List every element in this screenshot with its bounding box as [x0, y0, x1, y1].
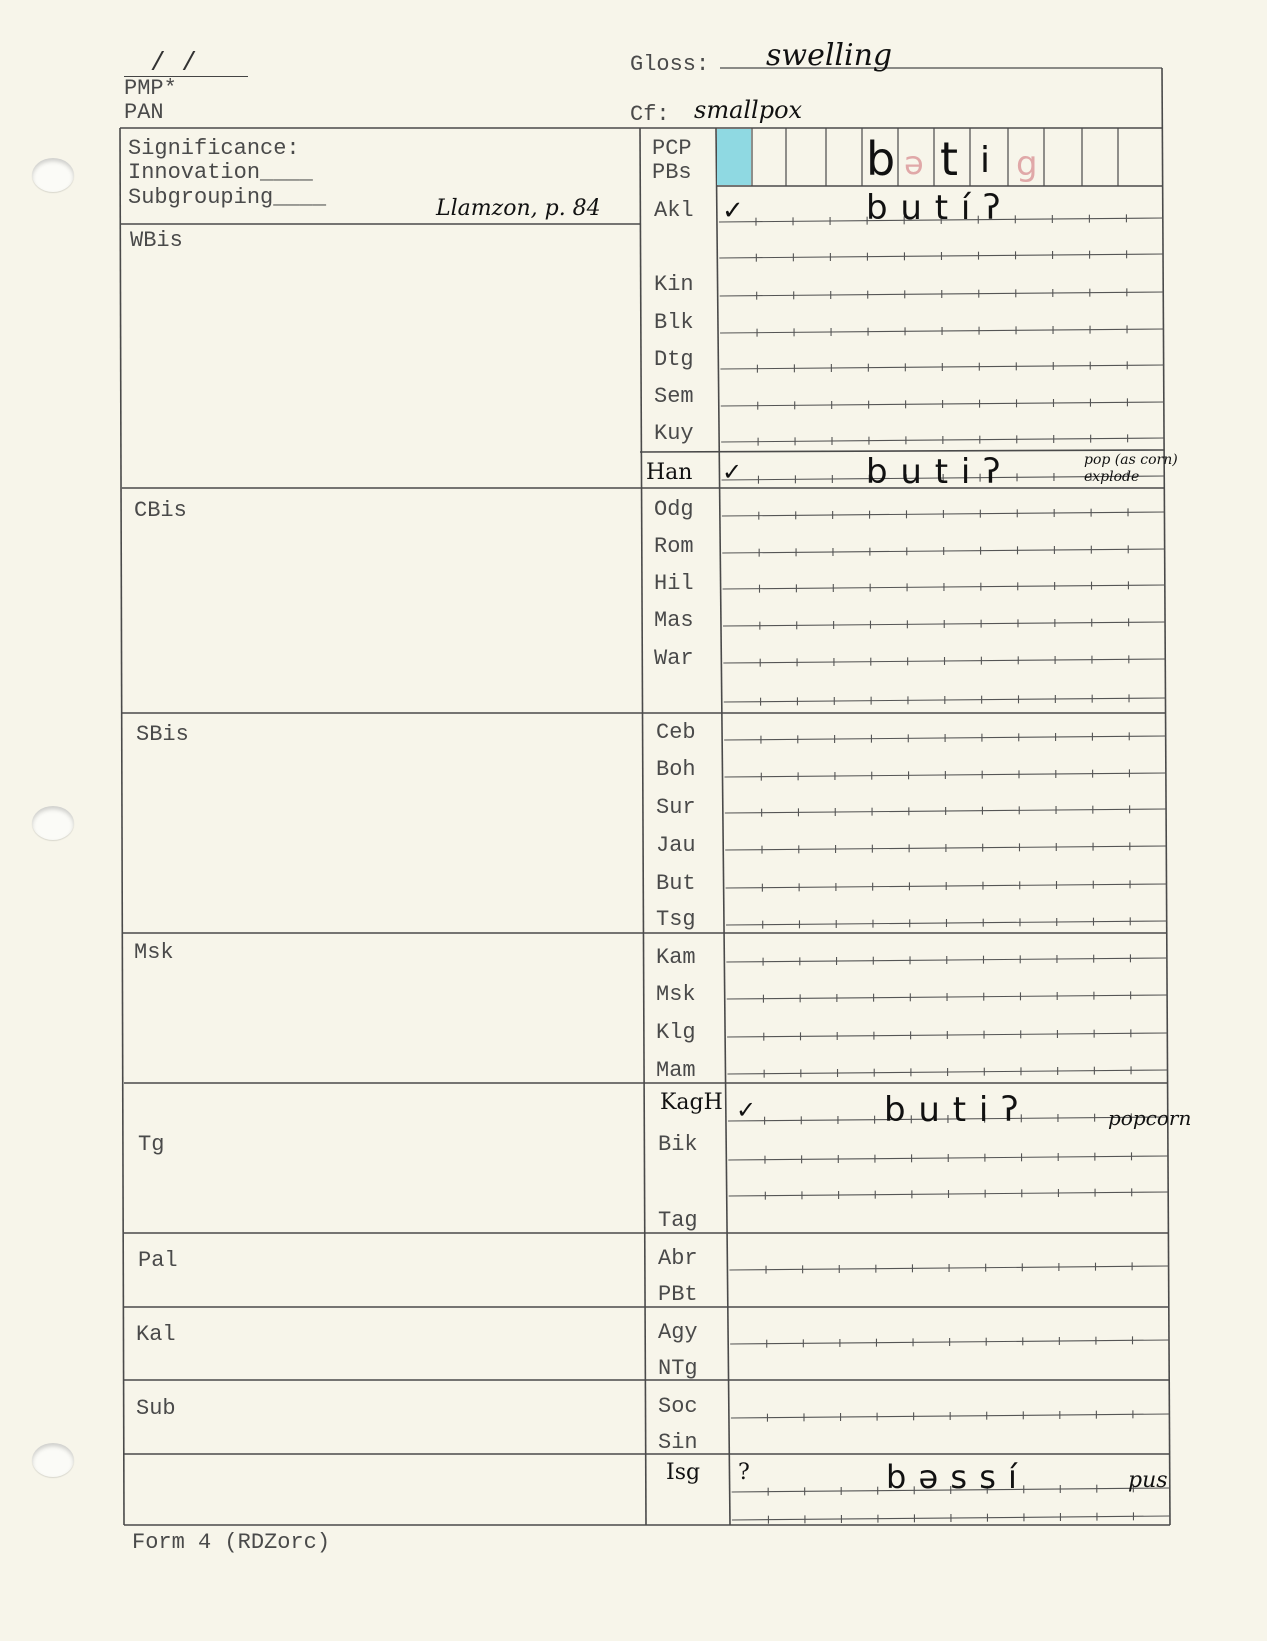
- gloss-value: swelling: [766, 38, 893, 73]
- cf-label: Cf:: [630, 102, 670, 127]
- lang-ntg: NTg: [658, 1356, 698, 1381]
- lang-sin: Sin: [658, 1430, 698, 1455]
- form-footer: Form 4 (RDZorc): [132, 1530, 331, 1555]
- entry-kagh-note: popcorn: [1108, 1106, 1192, 1130]
- lang-but: But: [656, 871, 696, 896]
- lang-jau: Jau: [656, 833, 696, 858]
- source-note: Llamzon, p. 84: [436, 196, 601, 221]
- lang-rom: Rom: [654, 534, 694, 559]
- group-kal: Kal: [136, 1322, 176, 1347]
- entry-akl-mark: ✓: [722, 196, 744, 226]
- significance-title: Significance:: [128, 136, 300, 161]
- pan-label: PAN: [124, 100, 164, 125]
- pmp-label: PMP*: [124, 76, 177, 101]
- entry-kagh-form: b u t i ʔ: [884, 1090, 1020, 1130]
- group-tg: Tg: [138, 1132, 165, 1157]
- lang-han: Han: [646, 460, 693, 485]
- gloss-label: Gloss:: [630, 52, 710, 77]
- entry-isg-note: pus: [1128, 1468, 1168, 1493]
- lang-kam: Kam: [656, 945, 696, 970]
- lang-sur: Sur: [656, 795, 696, 820]
- proto-label-pbs: PBs: [652, 160, 692, 185]
- subgrouping-field: Subgrouping____: [128, 185, 327, 210]
- cf-value: smallpox: [694, 96, 803, 124]
- entry-han-mark: ✓: [722, 458, 743, 486]
- entry-han-form: b u t i ʔ: [866, 452, 1002, 492]
- lang-boh: Boh: [656, 757, 696, 782]
- proto-letter-i: i: [980, 140, 991, 181]
- group-msk: Msk: [134, 940, 174, 965]
- lang-akl: Akl: [654, 198, 694, 223]
- pmp-marks: / /: [150, 48, 197, 78]
- group-sub: Sub: [136, 1396, 176, 1421]
- lang-klg: Klg: [656, 1020, 696, 1045]
- lang-mam: Mam: [656, 1058, 696, 1083]
- lang-tag: Tag: [658, 1208, 698, 1233]
- entry-han-note: pop (as corn) explode: [1084, 452, 1178, 485]
- lang-hil: Hil: [654, 571, 694, 596]
- lang-odg: Odg: [654, 497, 694, 522]
- lang-bik: Bik: [658, 1132, 698, 1157]
- group-wbis: WBis: [130, 228, 183, 253]
- proto-letter-t: t: [940, 132, 959, 186]
- lang-isg: Isg: [666, 1460, 701, 1485]
- lang-agy: Agy: [658, 1320, 698, 1345]
- group-pal: Pal: [138, 1248, 178, 1273]
- entry-isg-mark: ?: [738, 1460, 750, 1485]
- lang-pbt: PBt: [658, 1282, 698, 1307]
- lang-sem: Sem: [654, 384, 694, 409]
- lang-tsg: Tsg: [656, 907, 696, 932]
- entry-kagh-mark: ✓: [736, 1096, 757, 1124]
- proto-letter-b: b: [866, 132, 896, 186]
- entry-akl-form: b u t í ʔ: [866, 188, 1002, 228]
- lang-blk: Blk: [654, 310, 694, 335]
- lang-kin: Kin: [654, 272, 694, 297]
- group-cbis: CBis: [134, 498, 187, 523]
- entry-isg-form: b ə s s í: [886, 1458, 1018, 1496]
- proto-letter-g: g: [1016, 144, 1038, 184]
- group-sbis: SBis: [136, 722, 189, 747]
- lang-mas: Mas: [654, 608, 694, 633]
- proto-label-pcp: PCP: [652, 136, 692, 161]
- innovation-field: Innovation____: [128, 160, 313, 185]
- lang-kuy: Kuy: [654, 421, 694, 446]
- proto-letter-schwa: ə: [904, 144, 924, 182]
- lang-soc: Soc: [658, 1394, 698, 1419]
- lang-msk: Msk: [656, 982, 696, 1007]
- lang-dtg: Dtg: [654, 347, 694, 372]
- lang-war: War: [654, 646, 694, 671]
- lang-kagh: KagH: [660, 1090, 723, 1115]
- lang-abr: Abr: [658, 1246, 698, 1271]
- lang-ceb: Ceb: [656, 720, 696, 745]
